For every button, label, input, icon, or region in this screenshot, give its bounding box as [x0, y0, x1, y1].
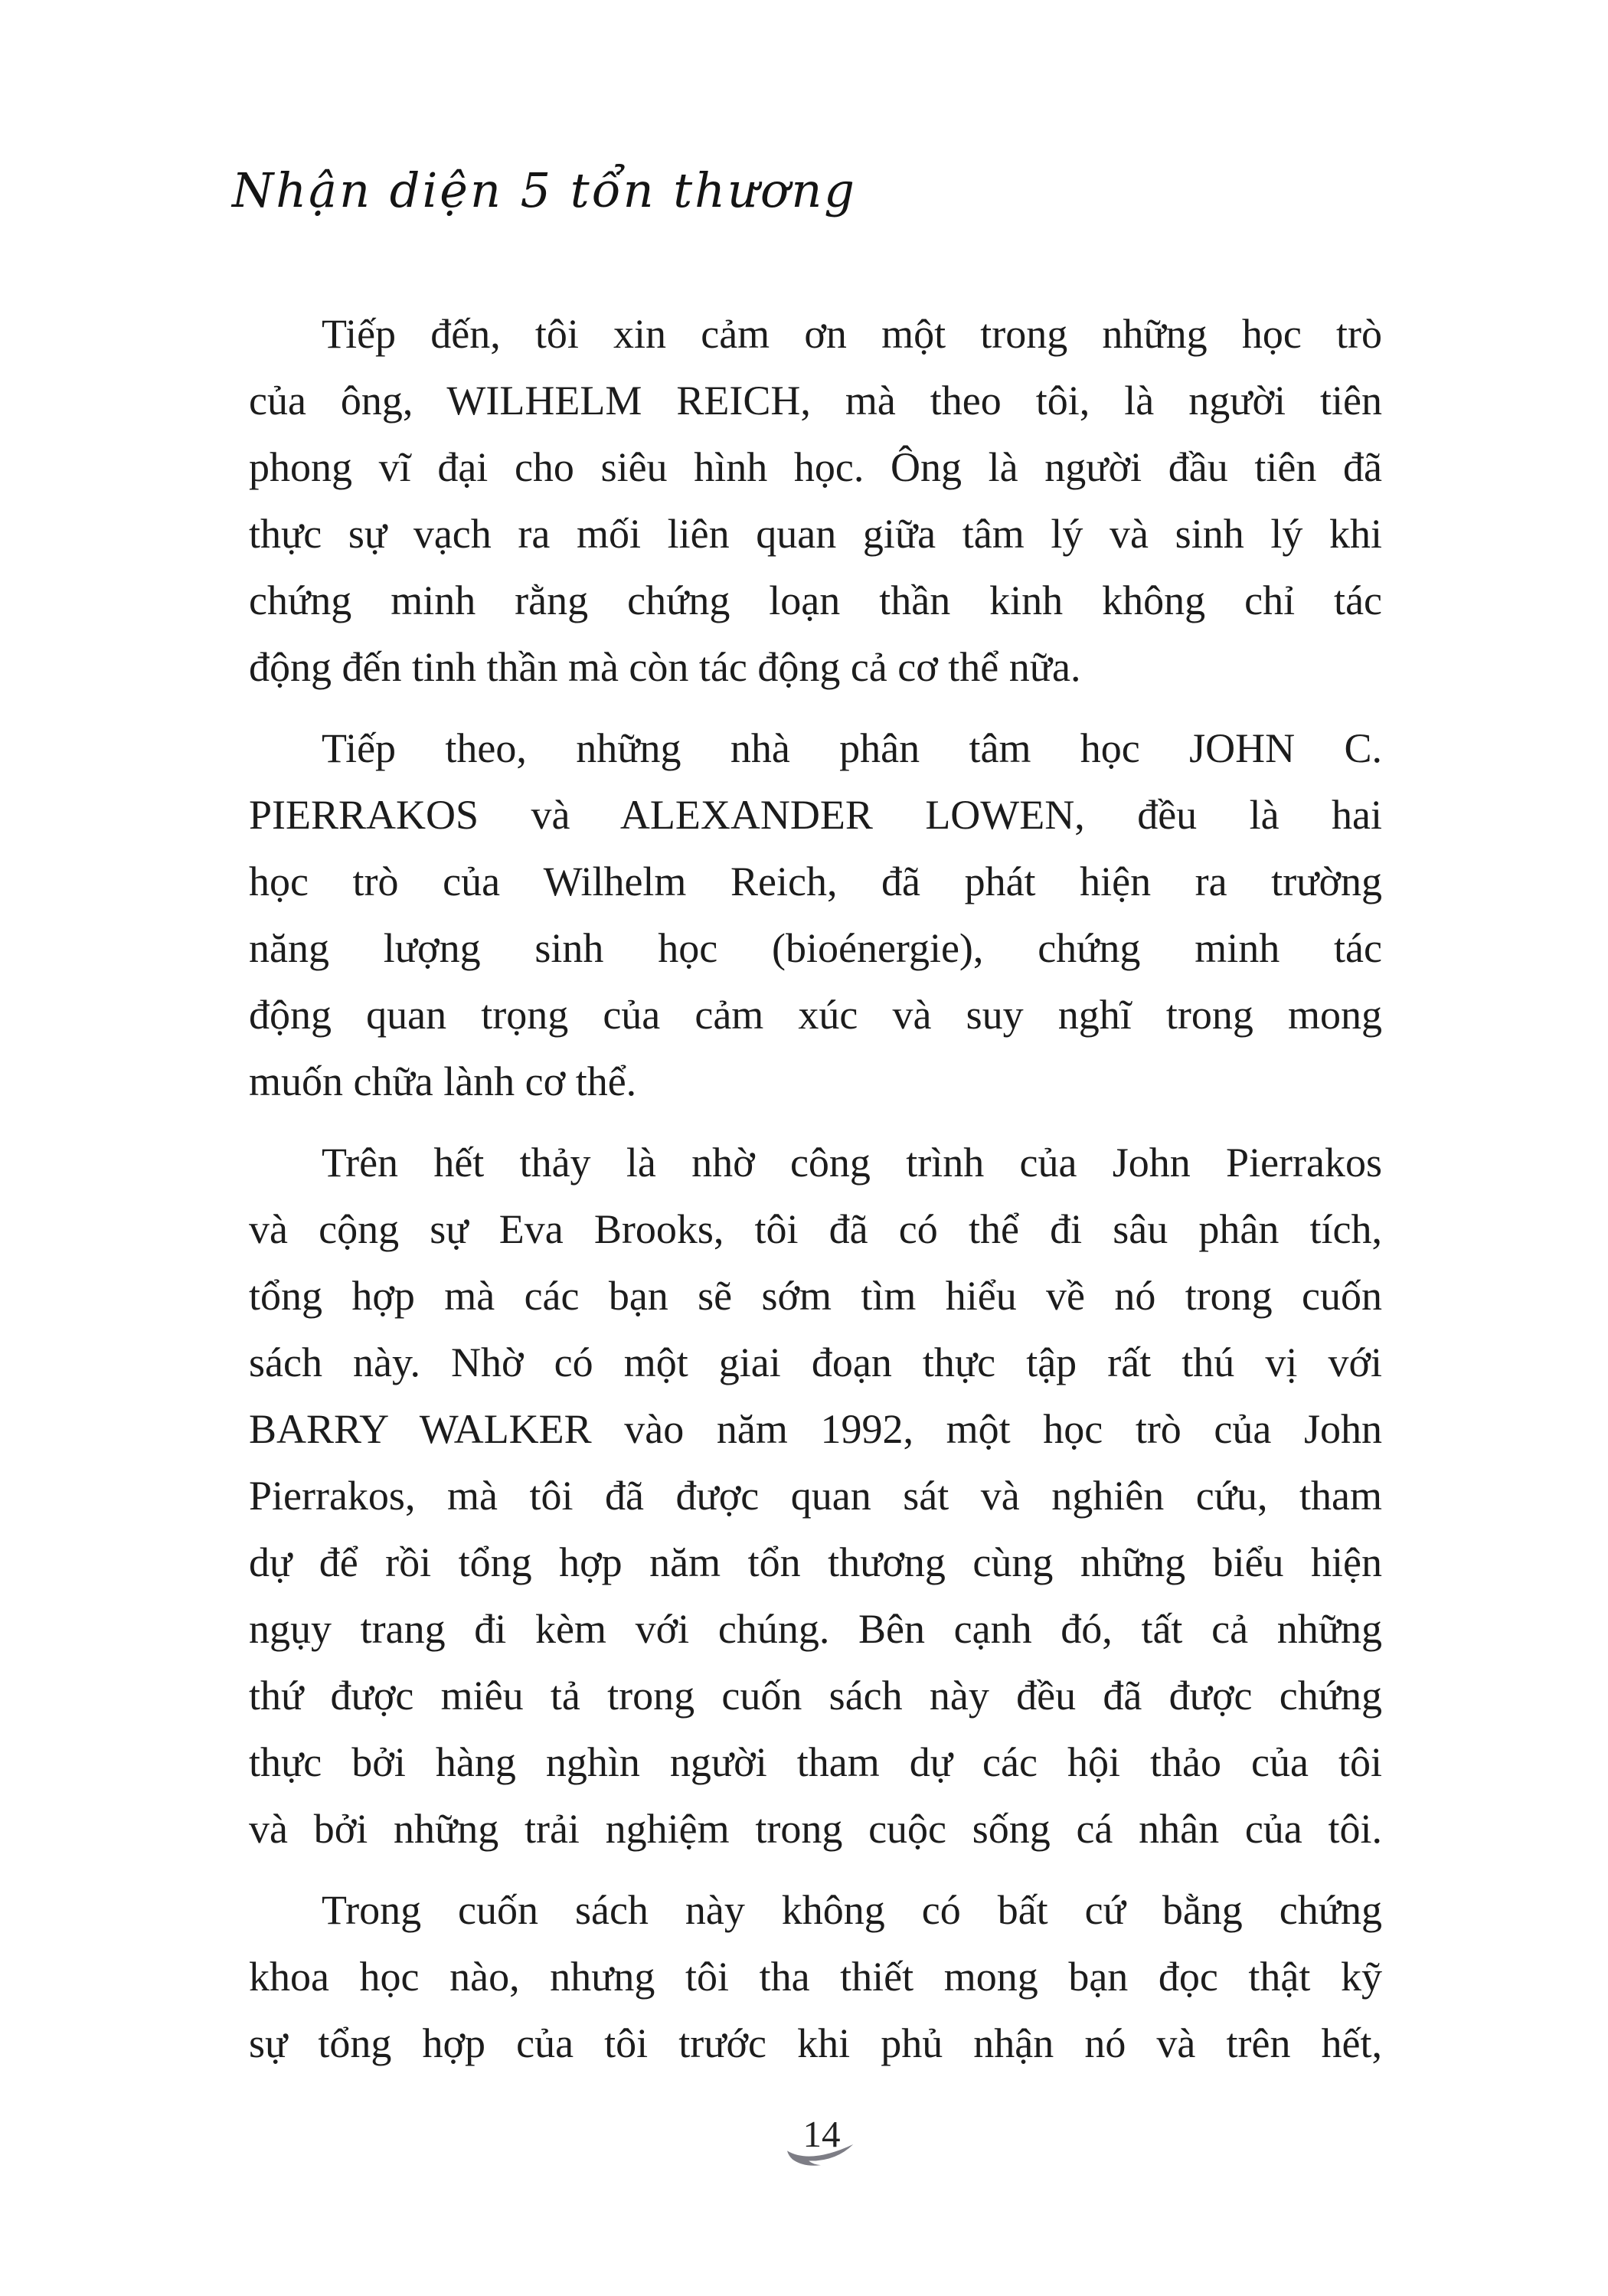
text-line: sách này. Nhờ có một giai đoạn thực tập rất thú vị với: [249, 1339, 1382, 1385]
text-line: dự để rồi tổng hợp năm tổn thương cùng những biểu hiện: [249, 1539, 1382, 1585]
text-line: thứ được miêu tả trong cuốn sách này đều đã được chứng: [249, 1673, 1382, 1719]
text-line: chứng minh rằng chứng loạn thần kinh không chỉ tác: [249, 577, 1382, 623]
text-line: của ông, WILHELM REICH, mà theo tôi, là người tiên: [249, 378, 1382, 424]
paragraph: [249, 1130, 1382, 1863]
text-line: tổng hợp mà các bạn sẽ sớm tìm hiểu về nó trong cuốn: [249, 1273, 1382, 1319]
paragraph: [249, 301, 1382, 701]
page-number: 14: [802, 2113, 841, 2155]
text-line: Trong cuốn sách này không có bất cứ bằng chứng: [322, 1887, 1382, 1933]
text-line: và cộng sự Eva Brooks, tôi đã có thể đi sâu phân tích,: [249, 1206, 1382, 1252]
text-line: Tiếp theo, những nhà phân tâm học JOHN C.: [322, 725, 1382, 771]
text-line: học trò của Wilhelm Reich, đã phát hiện ra trường: [249, 859, 1382, 904]
text-line: Pierrakos, mà tôi đã được quan sát và nghiên cứu, tham: [249, 1473, 1382, 1519]
text-line: BARRY WALKER vào năm 1992, một học trò của John: [249, 1406, 1382, 1452]
body-text: [249, 301, 1382, 2077]
text-line: Trên hết thảy là nhờ công trình của John Pierrakos: [322, 1140, 1382, 1186]
text-line: năng lượng sinh học (bioénergie), chứng minh tác: [249, 925, 1382, 971]
paragraph: [249, 715, 1382, 1115]
running-header: Nhận diện 5 tổn thương: [232, 162, 857, 218]
text-line: thực sự vạch ra mối liên quan giữa tâm lý và sinh lý khi: [249, 511, 1382, 557]
text-line: phong vĩ đại cho siêu hình học. Ông là người đầu tiên đã: [249, 444, 1382, 490]
paragraph: [249, 1877, 1382, 2077]
text-line: và bởi những trải nghiệm trong cuộc sống cá nhân của tôi.: [249, 1806, 1382, 1852]
text-line: PIERRAKOS và ALEXANDER LOWEN, đều là hai: [249, 792, 1382, 838]
text-line: khoa học nào, nhưng tôi tha thiết mong bạn đọc thật kỹ: [249, 1954, 1382, 2000]
text-line: ngụy trang đi kèm với chúng. Bên cạnh đó, tất cả những: [249, 1606, 1382, 1652]
flourish-icon: [787, 2144, 855, 2167]
text-line: thực bởi hàng nghìn người tham dự các hội thảo của tôi: [249, 1739, 1382, 1785]
text-line: động quan trọng của cảm xúc và suy nghĩ trong mong: [249, 992, 1382, 1038]
text-line: sự tổng hợp của tôi trước khi phủ nhận nó và trên hết,: [249, 2020, 1382, 2066]
text-line: động đến tinh thần mà còn tác động cả cơ thể nữa.: [249, 644, 1081, 690]
text-line: Tiếp đến, tôi xin cảm ơn một trong những học trò: [322, 311, 1382, 357]
text-line: muốn chữa lành cơ thể.: [249, 1058, 637, 1104]
